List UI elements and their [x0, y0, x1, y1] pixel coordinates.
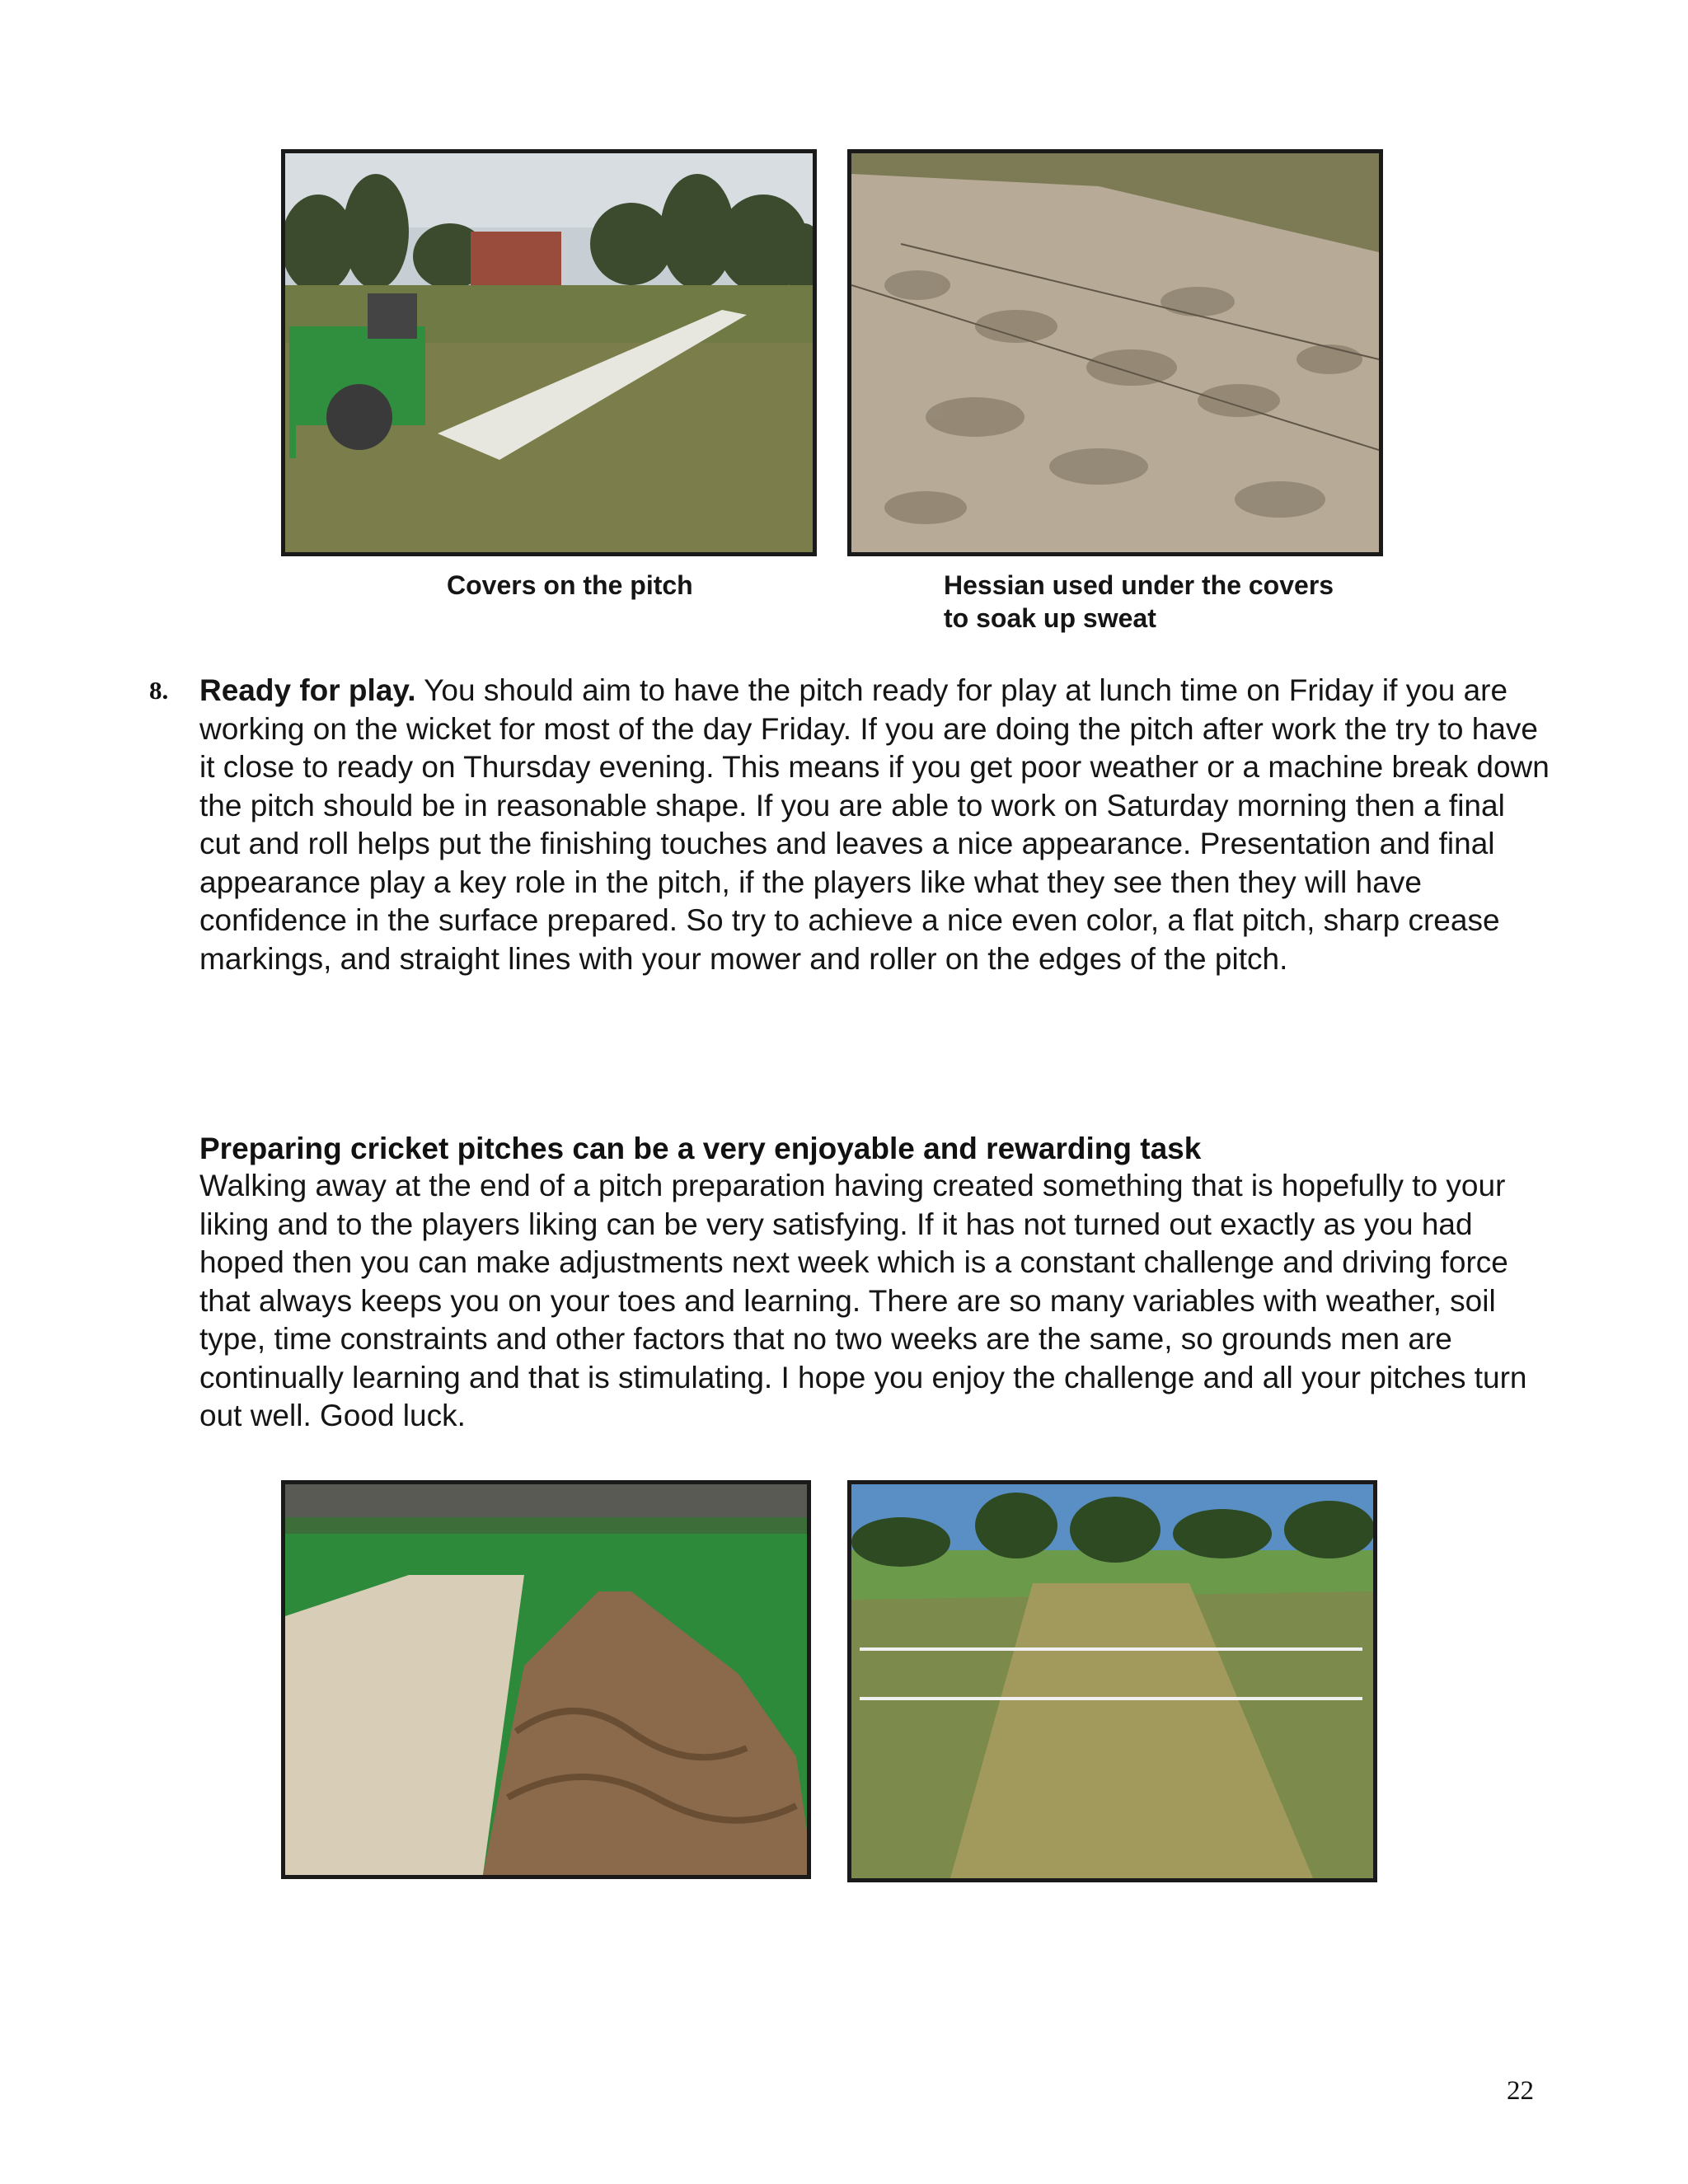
caption-hessian: [944, 569, 1334, 635]
ready-for-play-lead: Ready for play.: [199, 673, 416, 707]
ready-for-play-paragraph: [199, 672, 1551, 978]
list-item-number: 8.: [149, 676, 169, 705]
closing-heading: Preparing cricket pitches can be a very enjoyable and rewarding task: [199, 1132, 1202, 1165]
caption-line: Covers on the pitch: [447, 570, 693, 600]
photo-finished-pitch: [847, 1480, 1377, 1882]
page-number: 22: [1507, 2076, 1534, 2106]
photo-hessian-on-pitch: [281, 1480, 811, 1879]
caption-covers: [447, 569, 693, 602]
photo-hessian-under-covers: [847, 149, 1383, 556]
caption-line: Hessian used under the covers: [944, 570, 1334, 600]
caption-line: to soak up sweat: [944, 603, 1156, 633]
closing-paragraph: Walking away at the end of a pitch preparation having created something that is hopefully to your liking and to the players liking can be very satisfying. If it has not turned out exactly as you had hoped then you can make adjustments next week which is a constant challenge and driving force that always keeps you on your toes and learning. There are so many variables with weather, soil type, time constraints and other factors that no two weeks are the same, so grounds men are continually learning and that is stimulating. I hope you enjoy the challenge and all your pitches turn out well. Good luck.: [199, 1169, 1527, 1432]
ready-for-play-body: You should aim to have the pitch ready for play at lunch time on Friday if you are working on the wicket for most of the day Friday. If you are doing the pitch after work the try to have it close to ready on Thursday evening. This means if you get poor weather or a machine break down the pitch should be in reasonable shape. If you are able to work on Saturday morning then a final cut and roll helps put the finishing touches and leaves a nice appearance. Presentation and final appearance play a key role in the pitch, if the players like what they see then they will have confidence in the surface prepared. So try to achieve a nice even color, a flat pitch, sharp crease markings, and straight lines with your mower and roller on the edges of the pitch.: [199, 673, 1550, 976]
photo-covers-on-pitch: [281, 149, 817, 556]
